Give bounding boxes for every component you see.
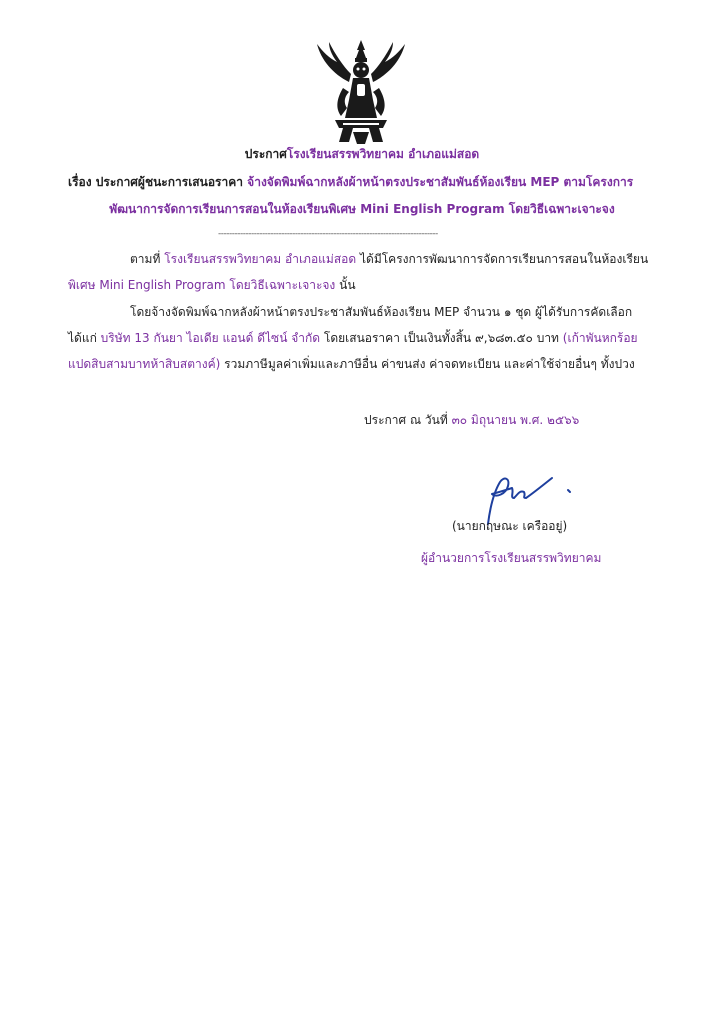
p1-school: โรงเรียนสรรพวิทยาคม อำเภอแม่สอด xyxy=(164,252,357,266)
p2-currency: บาท xyxy=(536,331,559,345)
p2-amount: ๙,๖๘๓.๕๐ xyxy=(474,331,533,345)
paragraph-2-line-3 xyxy=(68,356,635,372)
announcement-title xyxy=(0,146,724,162)
p1-highlight: พิเศษ Mini English Program โดยวิธีเฉพาะเจาะจง xyxy=(68,278,336,292)
p2-end: รวมภาษีมูลค่าเพิ่มและภาษีอื่น ค่าขนส่ง ค่าจดทะเบียน และค่าใช้จ่ายอื่นๆ ทั้งปวง xyxy=(224,357,635,371)
paragraph-1-line-1 xyxy=(130,251,648,267)
p1-prefix: ตามที่ xyxy=(130,252,161,266)
p2-amount-words-a: (เก้าพันหกร้อย xyxy=(562,331,638,345)
separator-line: -------------------------------------------------------------------------------- xyxy=(218,229,438,239)
announce-label: ประกาศ ณ วันที่ xyxy=(364,413,448,427)
paragraph-2-line-2 xyxy=(68,330,638,346)
subject-line-1 xyxy=(68,174,633,190)
paragraph-1-line-2 xyxy=(68,277,356,293)
announce-date: ๓๐ มิถุนายน พ.ศ. ๒๕๖๖ xyxy=(451,413,580,427)
subject-line-2: พัฒนาการจัดการเรียนการสอนในห้องเรียนพิเศษ Mini English Program โดยวิธีเฉพาะเจาะจง xyxy=(109,202,615,216)
p2-mid: โดยเสนอราคา เป็นเงินทั้งสิ้น xyxy=(323,331,472,345)
signatory-position: ผู้อำนวยการโรงเรียนสรรพวิทยาคม xyxy=(421,551,602,565)
p2-amount-words-b: แปดสิบสามบาทห้าสิบสตางค์) xyxy=(68,357,221,371)
subject-label: เรื่อง ประกาศผู้ชนะการเสนอราคา xyxy=(68,175,243,189)
garuda-emblem xyxy=(313,38,409,146)
title-prefix: ประกาศ xyxy=(244,147,287,161)
subject-text-1: จ้างจัดพิมพ์ฉากหลังผ้าหน้าตรงประชาสัมพันธ์ห้องเรียน MEP ตามโครงการ xyxy=(247,175,634,189)
announce-date-line xyxy=(364,412,579,428)
signatory-name: (นายกฤษณะ เครืออยู่) xyxy=(452,519,568,533)
title-school: โรงเรียนสรรพวิทยาคม อำเภอแม่สอด xyxy=(286,147,480,161)
p1-end: นั้น xyxy=(339,278,356,292)
p2-company: บริษัท 13 กันยา ไอเดีย แอนด์ ดีไซน์ จำกัด xyxy=(100,331,321,345)
p1-mid: ได้มีโครงการพัฒนาการจัดการเรียนการสอนในห้องเรียน xyxy=(359,252,649,266)
p2-prefix: ได้แก่ xyxy=(68,331,97,345)
paragraph-2-line-1: โดยจ้างจัดพิมพ์ฉากหลังผ้าหน้าตรงประชาสัมพันธ์ห้องเรียน MEP จำนวน ๑ ชุด ผู้ได้รับการคัดเลือก xyxy=(130,305,633,319)
